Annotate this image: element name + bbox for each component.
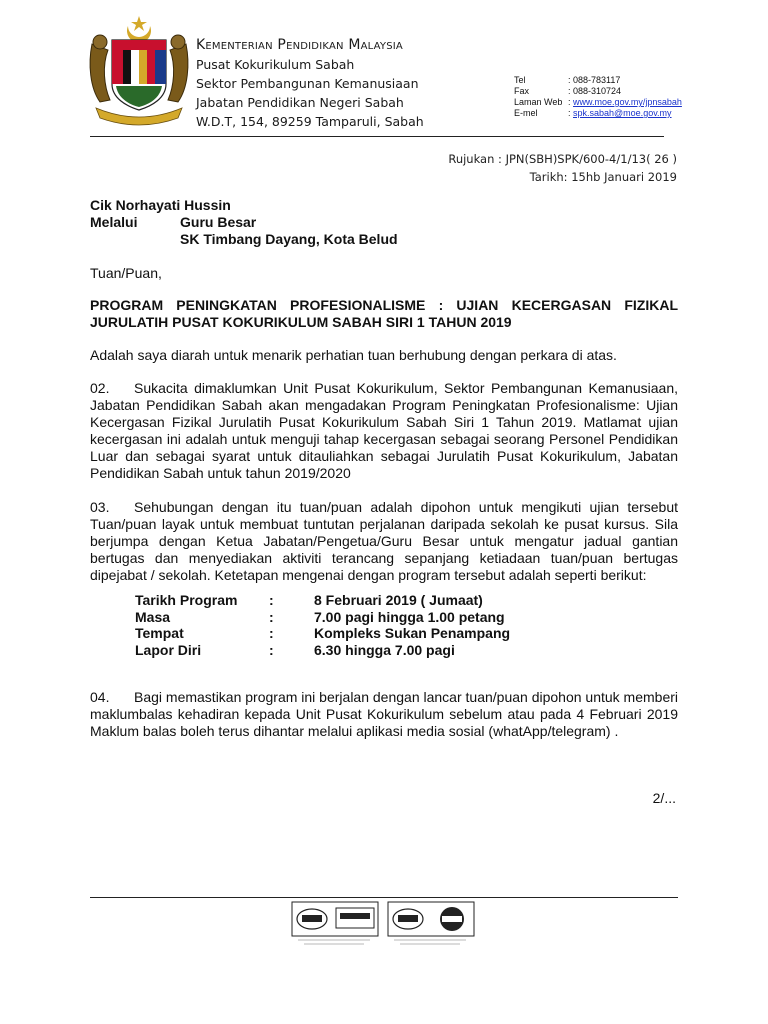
page-continuation-marker: 2/... [652, 790, 676, 806]
schedule-label: Masa [135, 608, 171, 625]
recipient-block [90, 197, 398, 248]
schedule-value: 7.00 pagi hingga 1.00 petang [314, 608, 505, 625]
reference-block [448, 150, 677, 186]
paragraph-text: Sehubungan dengan itu tuan/puan adalah dipohon untuk mengikuti ujian tersebut Tuan/puan layak untuk membuat tuntutan perjalanan daripada sekolah ke pusat kursus. Sila berjumpa dengan Ketua Jabatan/Pengetua/Guru Besar untuk mengatur jadual gantian bertugas dan menyediakan aktiviti terancang sepanjang ketiadaan tuan/puan bertugas dipejabat / sekolah. Ketetapan mengenai dengan program tersebut adalah seperti berikut: [90, 499, 678, 583]
letter-date: Tarikh: 15hb Januari 2019 [529, 170, 677, 184]
schedule-separator: : [269, 608, 274, 625]
paragraph-number: 04. [90, 689, 110, 705]
ministry-name: Kementerian Pendidikan Malaysia [196, 37, 403, 53]
letter-subject: PROGRAM PENINGKATAN PROFESIONALISME : UJIAN KECERGASAN FIZIKAL JURULATIH PUSAT KOKURIKULUM SABAH SIRI 1 TAHUN 2019 [90, 297, 678, 330]
via-school: SK Timbang Dayang, Kota Belud [180, 231, 398, 247]
paragraph-2 [90, 380, 678, 482]
certification-badges [290, 900, 478, 950]
schedule-label: Tempat [135, 625, 184, 641]
contact-block: Tel : 088-783117 Fax : 088-310724 Laman Web : www.moe.gov.my/jpnsabah E-mel : spk.sabah@moe.gov.my [514, 75, 682, 118]
centre-name: Pusat Kokurikulum Sabah [196, 57, 355, 72]
paragraph-number: 03. [90, 499, 110, 515]
schedule-row [135, 609, 510, 626]
tel-value: : 088-783117 [568, 75, 621, 85]
paragraph-4 [90, 689, 678, 740]
salutation: Tuan/Puan, [90, 265, 162, 281]
recipient-name: Cik Norhayati Hussin [90, 197, 231, 213]
paragraph-number: 02. [90, 380, 110, 396]
footer-divider [90, 897, 678, 898]
schedule-row [135, 592, 510, 609]
iqnet-badge-icon [388, 902, 474, 936]
web-label: Laman Web [514, 97, 563, 107]
department-name: Jabatan Pendidikan Negeri Sabah [196, 95, 404, 110]
quality-system-badge-icon [292, 902, 378, 936]
fax-label: Fax [514, 86, 530, 96]
fax-value: : 088-310724 [568, 86, 622, 96]
website-link[interactable]: www.moe.gov.my/jpnsabah [573, 97, 682, 107]
schedule-value: Kompleks Sukan Penampang [314, 625, 511, 641]
paragraph-3 [90, 499, 678, 584]
reference-number: Rujukan : JPN(SBH)SPK/600-4/1/13( 26 ) [448, 152, 677, 166]
email-link[interactable]: spk.sabah@moe.gov.my [573, 108, 672, 118]
via-label: Melalui [90, 214, 138, 230]
schedule-row [135, 642, 510, 659]
via-title: Guru Besar [180, 214, 257, 230]
tel-label: Tel [514, 75, 526, 85]
paragraph-1: Adalah saya diarah untuk menarik perhatian tuan berhubung dengan perkara di atas. [90, 347, 617, 363]
organization-address [196, 36, 424, 131]
schedule-row [135, 625, 510, 642]
sector-name: Sektor Pembangunan Kemanusiaan [196, 76, 419, 91]
coat-of-arms-icon [86, 14, 192, 126]
postal-address: W.D.T, 154, 89259 Tamparuli, Sabah [196, 114, 424, 129]
program-schedule [135, 592, 510, 658]
email-label: E-mel [514, 108, 538, 118]
schedule-value: 6.30 hingga 7.00 pagi [314, 641, 455, 658]
schedule-label: Tarikh Program [135, 592, 238, 608]
schedule-separator: : [269, 592, 274, 608]
schedule-label: Lapor Diri [135, 641, 202, 658]
schedule-separator: : [269, 641, 274, 658]
schedule-value: 8 Februari 2019 ( Jumaat) [314, 592, 483, 608]
paragraph-text: Bagi memastikan program ini berjalan dengan lancar tuan/puan dipohon untuk memberi maklumbalas kehadiran kepada Unit Pusat Kokurikulum sebelum atau pada 4 Februari 2019 Maklum balas boleh terus dihantar melalui aplikasi media sosial (whatApp/telegram) . [90, 689, 678, 739]
schedule-separator: : [269, 625, 274, 641]
paragraph-text: Sukacita dimaklumkan Unit Pusat Kokurikulum, Sektor Pembangunan Kemanusiaan, Jabatan Pendidikan Sabah akan mengadakan Program Peningkatan Profesionalisme: Ujian Kecergasan Fizikal Jurulatih Pusat Kokurikulum Sabah Siri 1 Tahun 2019. Matlamat ujian kecergasan ini adalah untuk menguji tahap kecergasan sebagai seorang Personel Pendidikan Luar dan sebagai syarat untuk ditauliahkan sebagai Jurulatih Pusat Kokurikulum, Jabatan Pendidikan Sabah untuk tahun 2019/2020 [90, 380, 678, 481]
header-divider [90, 136, 664, 137]
